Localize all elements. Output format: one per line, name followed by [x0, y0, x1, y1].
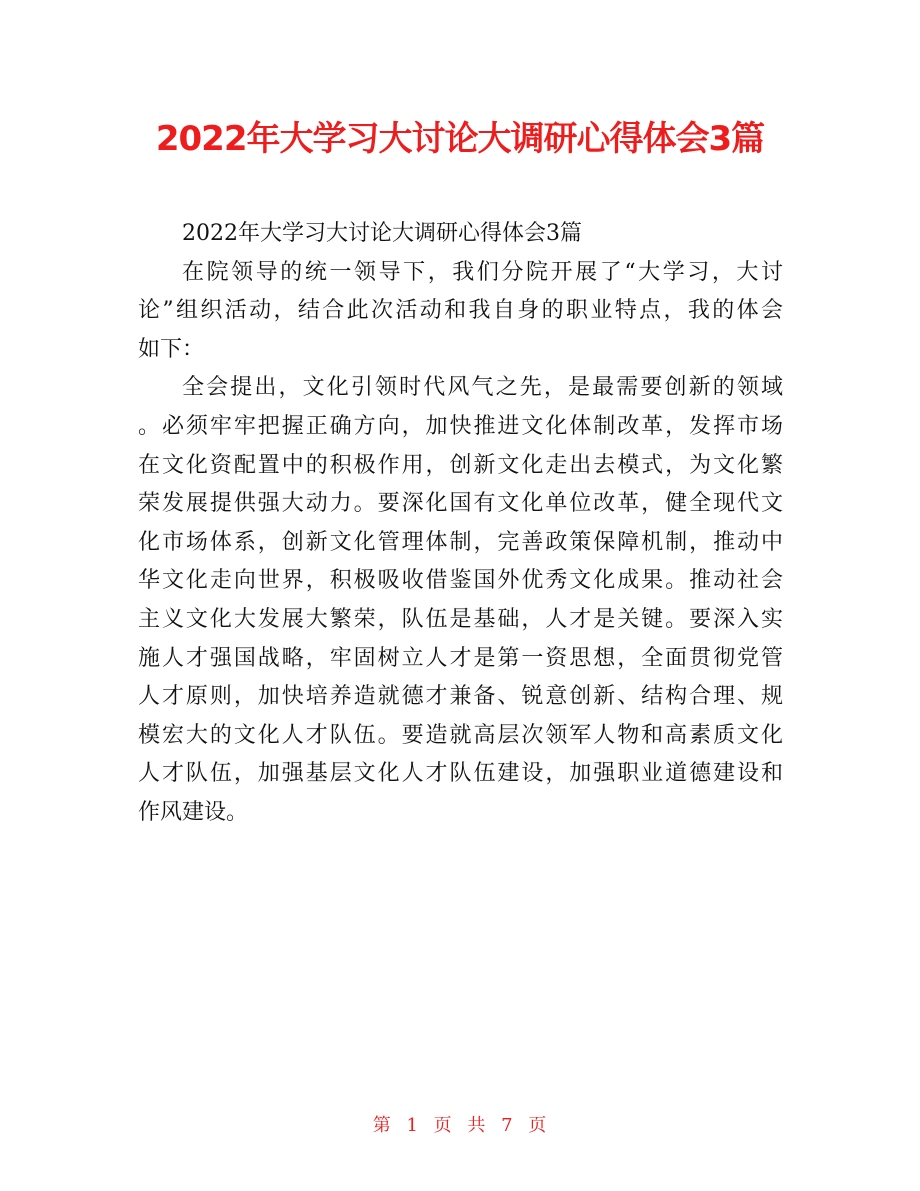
page-footer: 第 1 页 共 7 页 [372, 1115, 548, 1136]
paragraph-line: 人才队伍，加强基层文化人才队伍建设，加强职业道德建设和 [138, 761, 783, 787]
paragraph-line: 。必须牢牢把握正确方向，加快推进文化体制改革，发挥市场 [138, 413, 783, 439]
paragraph-line: 化市场体系，创新文化管理体制，完善政策保障机制，推动中 [138, 529, 783, 555]
paragraph-line: 华文化走向世界，积极吸收借鉴国外优秀文化成果。推动社会 [138, 568, 783, 594]
paragraph-line: 荣发展提供强大动力。要深化国有文化单位改革，健全现代文 [138, 491, 783, 517]
paragraph-line: 主义文化大发展大繁荣，队伍是基础，人才是关键。要深入实 [138, 606, 783, 632]
paragraph-line: 全会提出，文化引领时代风气之先，是最需要创新的领域 [182, 375, 783, 401]
paragraph-line: 作风建设。 [138, 799, 249, 825]
paragraph-line: 在文化资配置中的积极作用，创新文化走出去模式，为文化繁 [138, 452, 783, 478]
paragraph-line: 论”组织活动，结合此次活动和我自身的职业特点，我的体会 [138, 298, 783, 324]
document-body [138, 215, 783, 833]
paragraph-line: 如下： [138, 336, 205, 362]
paragraph-line: 模宏大的文化人才队伍。要造就高层次领军人物和高素质文化 [138, 722, 783, 748]
document-title: 2022年大学习大讨论大调研心得体会3篇 [155, 119, 765, 159]
paragraph-line: 人才原则，加快培养造就德才兼备、锐意创新、结构合理、规 [138, 684, 783, 710]
paragraph-line: 在院领导的统一领导下，我们分院开展了“大学习，大讨 [182, 259, 783, 285]
paragraph-line: 2022年大学习大讨论大调研心得体会3篇 [182, 221, 582, 246]
paragraph-line: 施人才强国战略，牢固树立人才是第一资思想，全面贯彻党管 [138, 645, 783, 671]
